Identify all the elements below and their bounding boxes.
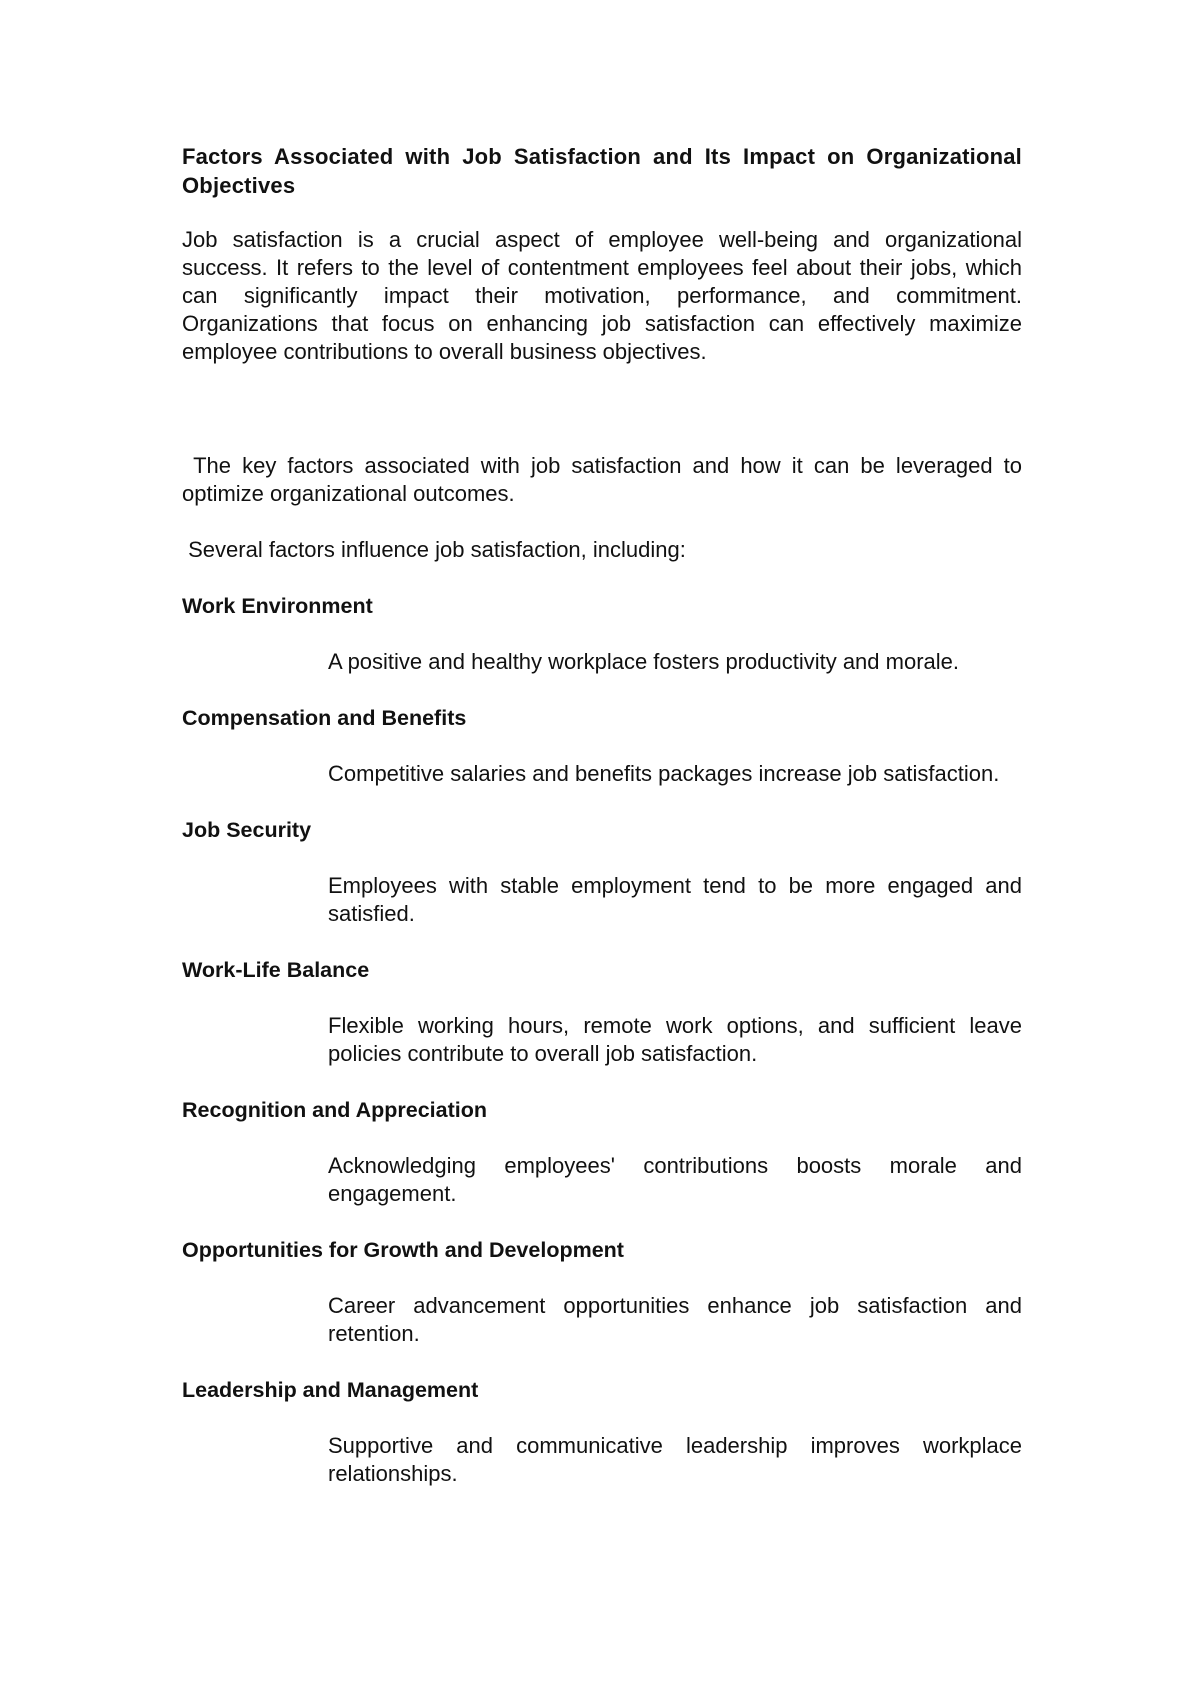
factor-work-life-balance [182,956,1022,1068]
factor-heading: Compensation and Benefits [182,706,467,730]
factor-description: Flexible working hours, remote work options, and sufficient leave policies contribute to overall job satisfaction. [328,1013,1022,1066]
factor-leadership-management [182,1376,1022,1488]
document-title: Factors Associated with Job Satisfaction and Its Impact on Organizational Objectives [182,144,1022,198]
several-factors-text: Several factors influence job satisfaction, including: [188,537,686,562]
factor-heading: Opportunities for Growth and Development [182,1238,624,1262]
factor-compensation-benefits [182,704,1022,788]
intro-paragraph: Job satisfaction is a crucial aspect of employee well-being and organizational success. It refers to the level of contentment employees feel about their jobs, which can significantly impact their motivation, performance, and commitment. Organizations that focus on enhancing job satisfaction can effectively maximize employee contributions to overall business objectives. [182,227,1022,364]
factor-job-security [182,816,1022,928]
factor-description: Supportive and communicative leadership improves workplace relationships. [328,1433,1022,1486]
factor-growth-development [182,1236,1022,1348]
factor-heading: Recognition and Appreciation [182,1098,487,1122]
key-factors-paragraph [182,452,1022,508]
factor-description: Acknowledging employees' contributions boosts morale and engagement. [328,1153,1022,1206]
factor-description: Employees with stable employment tend to be more engaged and satisfied. [328,873,1022,926]
factor-list [182,592,1022,1488]
several-factors-paragraph [182,536,1022,564]
factor-work-environment [182,592,1022,676]
factor-heading: Work-Life Balance [182,958,370,982]
factor-heading: Job Security [182,818,312,842]
factor-description: Competitive salaries and benefits packages increase job satisfaction. [328,761,1000,786]
factor-heading: Work Environment [182,594,373,618]
factor-recognition-appreciation [182,1096,1022,1208]
factor-description: A positive and healthy workplace fosters productivity and morale. [328,649,959,674]
factor-description: Career advancement opportunities enhance job satisfaction and retention. [328,1293,1022,1346]
factor-heading: Leadership and Management [182,1378,479,1402]
document-body [182,143,1022,1516]
key-factors-text: The key factors associated with job satisfaction and how it can be leveraged to optimize organizational outcomes. [182,453,1022,506]
